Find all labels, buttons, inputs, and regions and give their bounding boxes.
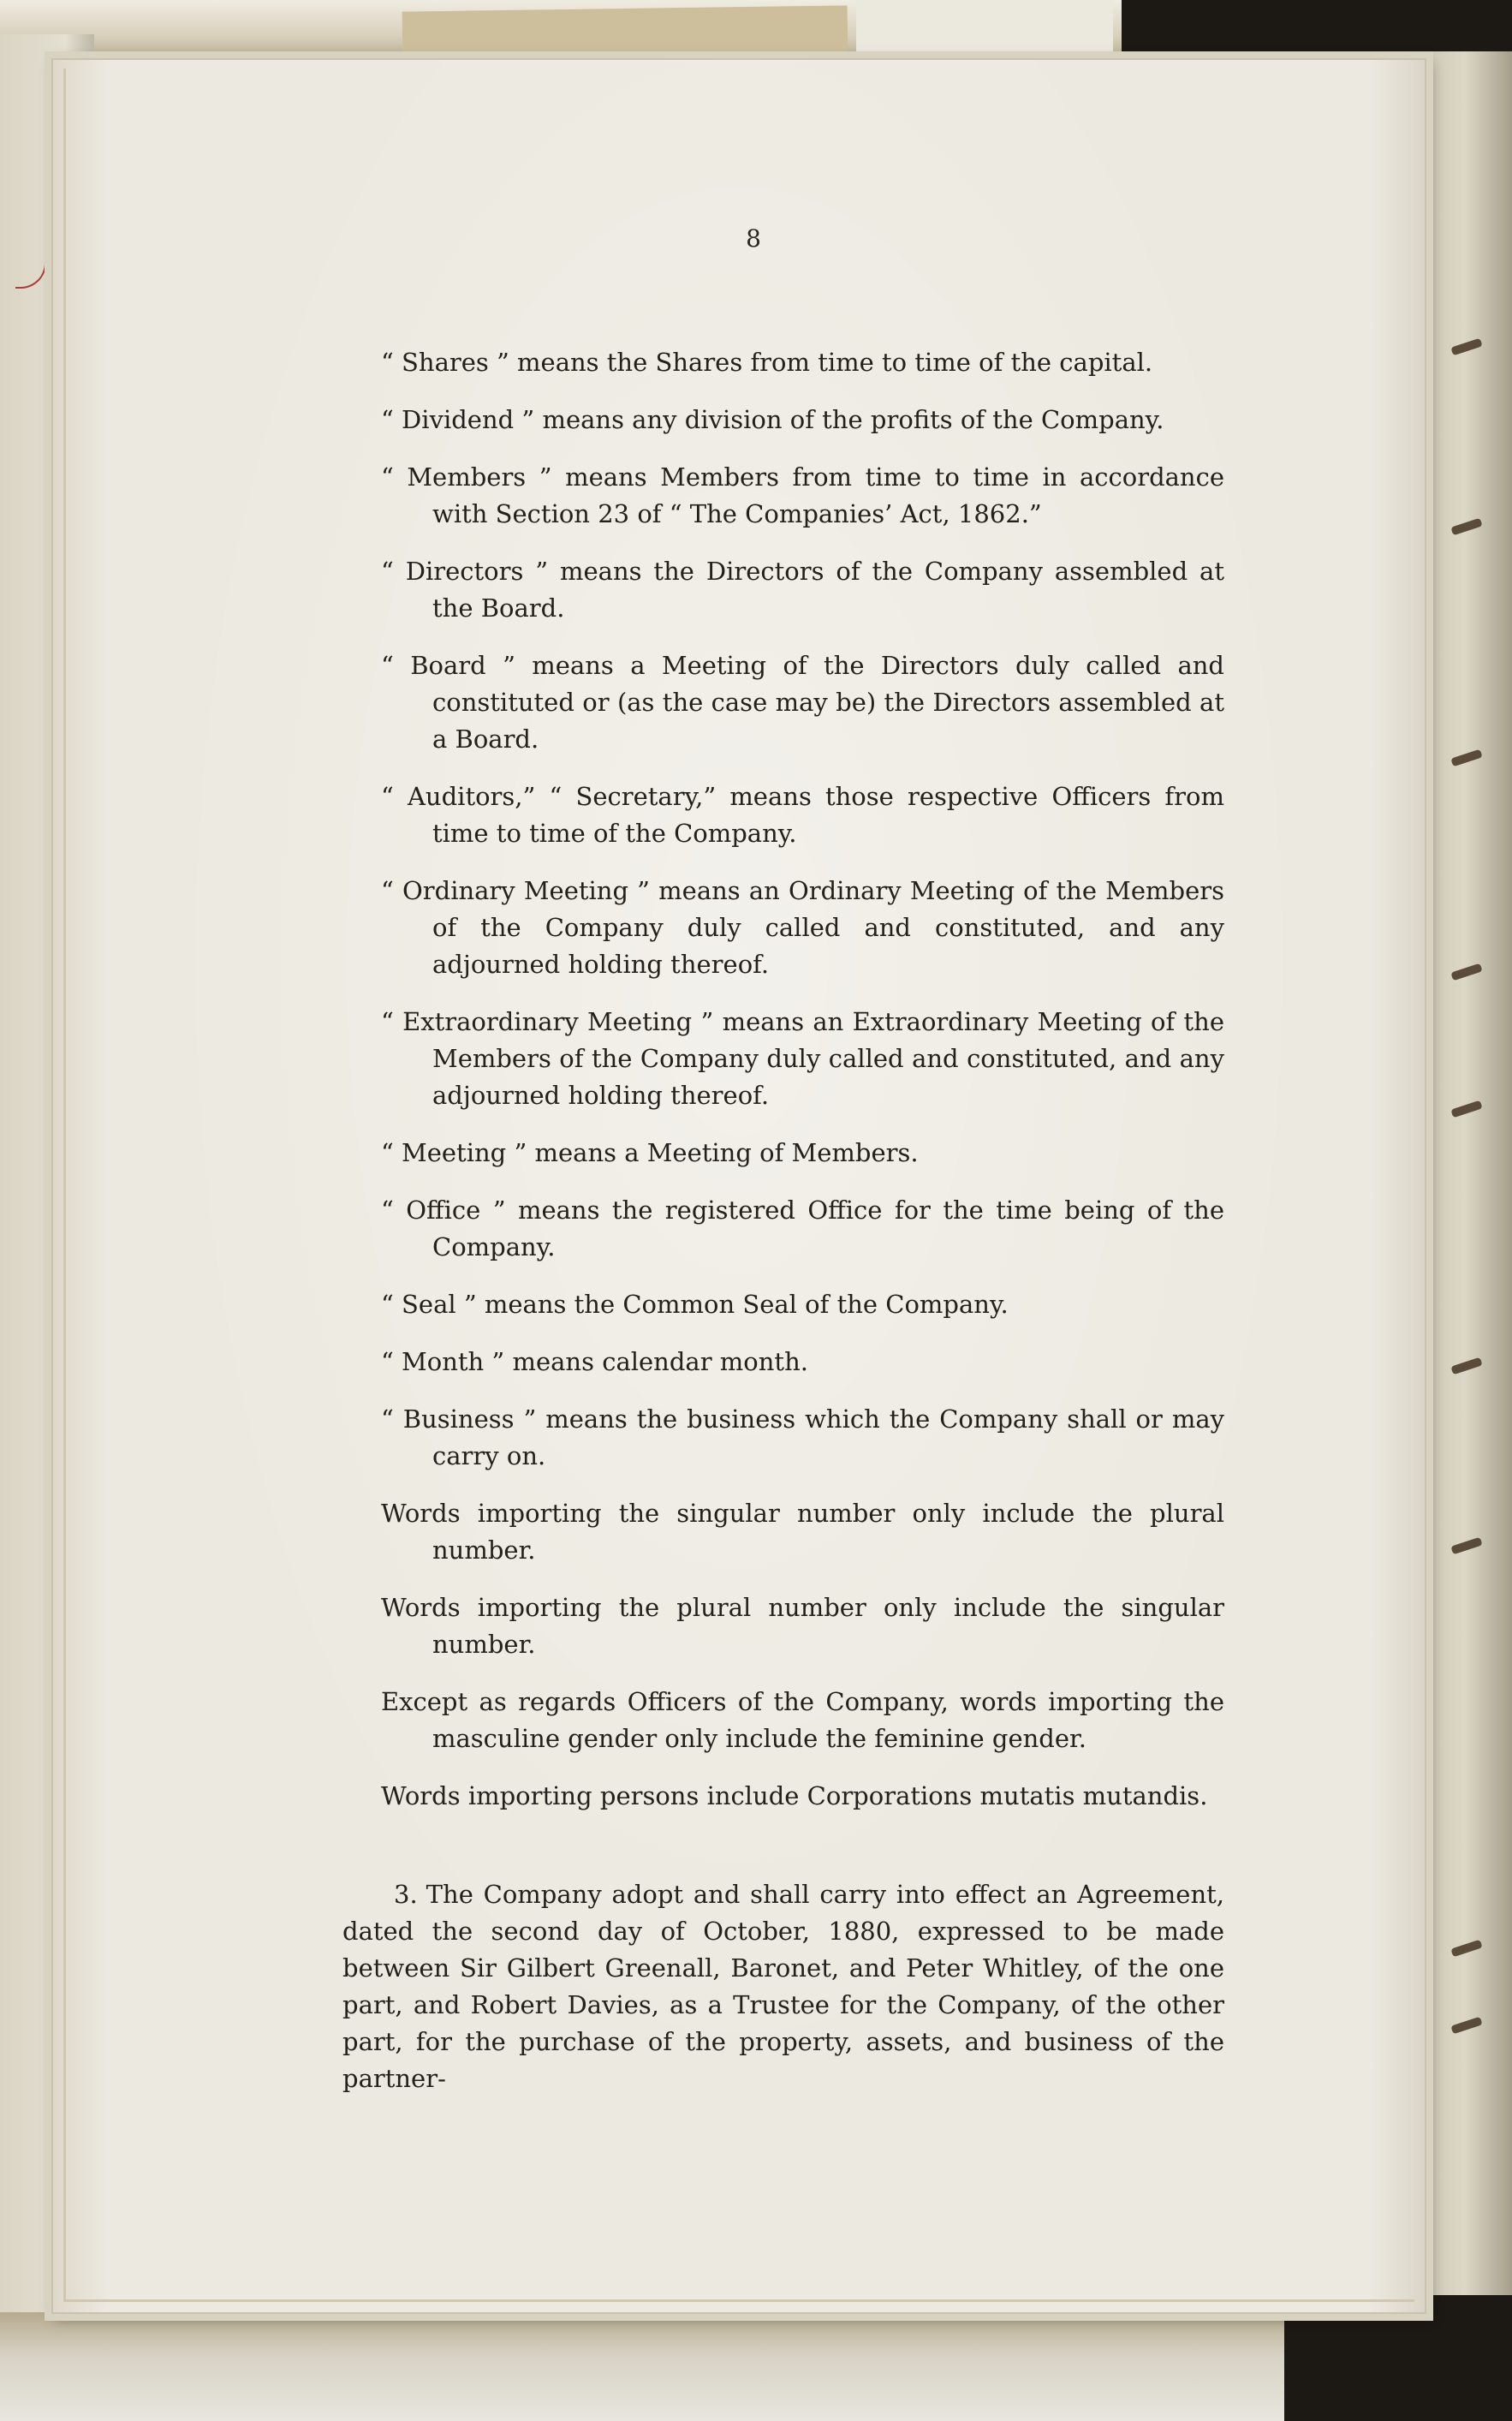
definition-shares: “ Shares ” means the Shares from time to time of the capital. xyxy=(381,348,1153,377)
definition-meeting: “ Meeting ” means a Meeting of Members. xyxy=(381,1138,919,1167)
folded-strip xyxy=(402,5,848,63)
binding-edge xyxy=(1418,51,1512,2295)
page-number: 8 xyxy=(746,224,761,253)
clause-number: 3. xyxy=(394,1880,418,1909)
definition-seal: “ Seal ” means the Common Seal of the Company. xyxy=(381,1290,1009,1319)
definition-members: “ Members ” means Members from time to time in accordance with Section 23 of “ The Companies’ Act, 1862.” xyxy=(381,462,1224,528)
definition-ordinary-meeting: “ Ordinary Meeting ” means an Ordinary Meeting of the Members of the Company duly called and constituted, and any adjourned holding thereof. xyxy=(381,876,1224,979)
rule-gender: Except as regards Officers of the Company, words importing the masculine gender only include the feminine gender. xyxy=(381,1687,1224,1753)
clause-3 xyxy=(342,1876,1224,2097)
definition-dividend: “ Dividend ” means any division of the profits of the Company. xyxy=(381,405,1164,434)
rule-persons: Words importing persons include Corporations mutatis mutandis. xyxy=(381,1781,1208,1810)
definition-office: “ Office ” means the registered Office for the time being of the Company. xyxy=(381,1196,1224,1261)
definition-auditors-secretary: “ Auditors,” “ Secretary,” means those respective Officers from time to time of the Company. xyxy=(381,782,1224,848)
loose-sheet-edge xyxy=(856,0,1113,56)
clause-text: The Company adopt and shall carry into effect an Agreement, dated the second day of October, 1880, expressed to be made between Sir Gilbert Greenall, Baronet, and Peter Whitley, of the one part, and Robert Davies, as a Trustee for the Company, of the other part, for the purchase of the property, assets, and business of the partner- xyxy=(342,1880,1224,2093)
definition-directors: “ Directors ” means the Directors of the Company assembled at the Board. xyxy=(381,557,1224,623)
rule-singular-plural: Words importing the singular number only include the plural number. xyxy=(381,1499,1224,1565)
definition-board: “ Board ” means a Meeting of the Directors duly called and constituted or (as the case may be) the Directors assembled at a Board. xyxy=(381,651,1224,754)
definitions-list xyxy=(381,344,1224,1835)
underlying-page-bottom xyxy=(0,2312,1284,2421)
definition-extraordinary-meeting: “ Extraordinary Meeting ” means an Extraordinary Meeting of the Members of the Company duly called and constituted, and any adjourned holding thereof. xyxy=(381,1007,1224,1110)
definition-business: “ Business ” means the business which the Company shall or may carry on. xyxy=(381,1404,1224,1470)
rule-plural-singular: Words importing the plural number only include the singular number. xyxy=(381,1593,1224,1659)
definition-month: “ Month ” means calendar month. xyxy=(381,1347,808,1376)
